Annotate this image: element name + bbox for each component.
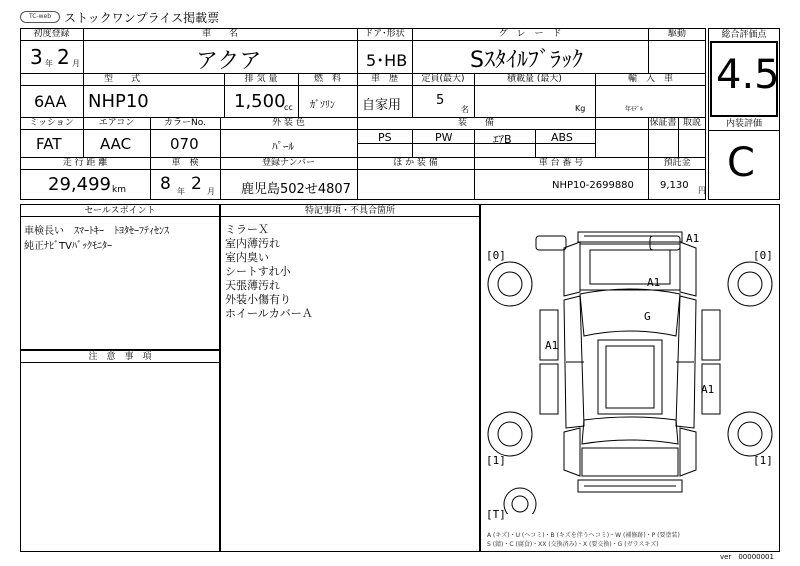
label-interior-score: 内装評価: [725, 119, 762, 129]
equip-pw: PW: [435, 131, 453, 144]
damage-mark-right-rear: A1: [701, 383, 715, 396]
label-notes: 注 意 事 項: [88, 352, 152, 362]
version-label: ver 00000001: [720, 553, 774, 561]
tire-rear-left-label: [1]: [486, 454, 506, 467]
damage-mark-windshield: G: [644, 310, 651, 323]
tire-rear-right-label: [1]: [753, 454, 773, 467]
label-drive: 駆動: [667, 29, 686, 39]
reg-month-unit: 月: [72, 59, 80, 68]
ext-color: ﾊﾟｰﾙ: [272, 140, 294, 153]
special-item-4: シートすれ小: [225, 265, 291, 278]
label-inspection: 車 検: [171, 158, 199, 168]
displacement: 1,500: [234, 91, 286, 112]
door-type: 5･HB: [366, 51, 408, 70]
label-total-score: 総合評価点: [721, 30, 767, 40]
chassis-number: NHP10-2699880: [552, 180, 634, 191]
logo: TC-web: [20, 11, 60, 23]
equip-ps: PS: [378, 131, 392, 144]
label-first-reg: 初度登録: [33, 29, 70, 39]
equip-airbag: ｴｱB: [493, 133, 512, 146]
label-mission: ミッション: [29, 118, 74, 128]
spare-tire-label: [T]: [486, 508, 506, 521]
capacity-unit: 名: [461, 105, 469, 114]
legend-line-2: S (錆)・C (腐食)・XX (交換済み)・X (要交換)・G (ガラスキズ): [487, 541, 659, 548]
special-item-1: ミラーＸ: [225, 223, 269, 236]
vehicle-info-table: [20, 28, 706, 200]
year-model: 年ﾓﾃﾞﾙ: [625, 106, 644, 113]
total-score: 4.5: [716, 52, 780, 98]
model-prefix: 6AA: [34, 92, 67, 111]
reg-year: 3: [30, 45, 43, 69]
plate-number: 鹿児島502せ4807: [241, 182, 351, 197]
mileage-unit: km: [112, 185, 126, 195]
reg-month: 2: [57, 45, 70, 69]
capacity: 5: [436, 93, 445, 108]
aircon: AAC: [100, 135, 132, 153]
label-color-no: カラーNo.: [164, 118, 206, 128]
label-door-type: ドア･形状: [364, 29, 405, 39]
interior-score: C: [727, 140, 755, 186]
label-grade: グ レ ー ド: [498, 29, 562, 39]
tire-front-right-label: [0]: [753, 249, 773, 262]
doc-title: ストックワンプライス掲載票: [64, 11, 220, 25]
usage: 自家用: [362, 98, 402, 113]
damage-mark-mirror: A1: [686, 232, 700, 245]
label-usage: 車 歴: [370, 74, 398, 84]
label-manual: 取説: [682, 118, 701, 128]
deposit-unit: 円: [698, 186, 706, 195]
legend-line-1: A (キズ)・U (ヘコミ)・B (キズを伴うヘコミ)・W (補修跡)・P (要塗装): [487, 532, 680, 539]
car-diagram: [480, 214, 780, 514]
label-displacement: 排 気 量: [244, 74, 278, 84]
sales-point-line-2: 純正ﾅﾋﾞTVﾊﾞｯｸﾓﾆﾀｰ: [24, 241, 112, 252]
sales-point-line-1: 車検長い ｽﾏｰﾄｷｰ ﾄﾖﾀｾｰﾌﾃｨｾﾝｽ: [24, 226, 169, 237]
deposit: 9,130: [660, 180, 689, 191]
label-other-equip: ほ か 装 備: [393, 158, 438, 168]
label-deposit: 預託金: [663, 158, 691, 168]
inspection-year-unit: 年: [177, 187, 185, 196]
label-warranty: 保証書: [649, 118, 677, 128]
damage-mark-hood: A1: [647, 276, 661, 289]
label-mileage: 走 行 距 離: [62, 158, 108, 168]
fuel: ｶﾞｿﾘﾝ: [310, 100, 335, 111]
special-item-5: 天張薄汚れ: [225, 279, 280, 292]
tire-front-left-label: [0]: [486, 249, 506, 262]
model-code: NHP10: [88, 91, 149, 112]
label-sales-points: セールスポイント: [84, 206, 156, 216]
inspection-month: 2: [191, 174, 202, 194]
damage-mark-left-door: A1: [545, 339, 559, 352]
special-item-2: 室内薄汚れ: [225, 237, 280, 250]
label-chassis: 車 台 番 号: [538, 158, 584, 168]
label-plate: 登録ナンバー: [262, 158, 315, 168]
label-aircon: エアコン: [98, 118, 135, 128]
label-fuel: 燃 料: [313, 74, 341, 84]
label-model: 型 式: [103, 74, 140, 84]
label-ext-color: 外 装 色: [272, 118, 305, 128]
special-item-7: ホイールカバーＡ: [225, 307, 313, 320]
label-import: 輸 入 車: [627, 74, 673, 84]
mission: FAT: [36, 135, 62, 153]
equip-abs: ABS: [551, 131, 573, 144]
color-no: 070: [170, 135, 199, 153]
reg-year-unit: 年: [45, 59, 53, 68]
mileage: 29,499: [48, 174, 111, 195]
label-load: 積載量 (最大): [507, 74, 562, 84]
label-car-name: 車 名: [201, 29, 238, 39]
inspection-month-unit: 月: [207, 187, 215, 196]
inspection-year: 8: [160, 174, 171, 194]
label-capacity: 定員(最大): [421, 74, 465, 84]
notes-box: [20, 350, 220, 552]
car-name: アクア: [196, 49, 262, 74]
grade: Sｽﾀｲﾙﾌﾞﾗｯｸ: [470, 48, 583, 73]
load-unit: Kg: [575, 104, 586, 113]
label-equipment: 装 備: [457, 118, 494, 128]
label-special-notes: 特記事項・不具合箇所: [304, 206, 395, 216]
displacement-unit: cc: [284, 103, 293, 112]
special-item-6: 外装小傷有り: [225, 293, 291, 306]
special-item-3: 室内臭い: [225, 251, 269, 264]
